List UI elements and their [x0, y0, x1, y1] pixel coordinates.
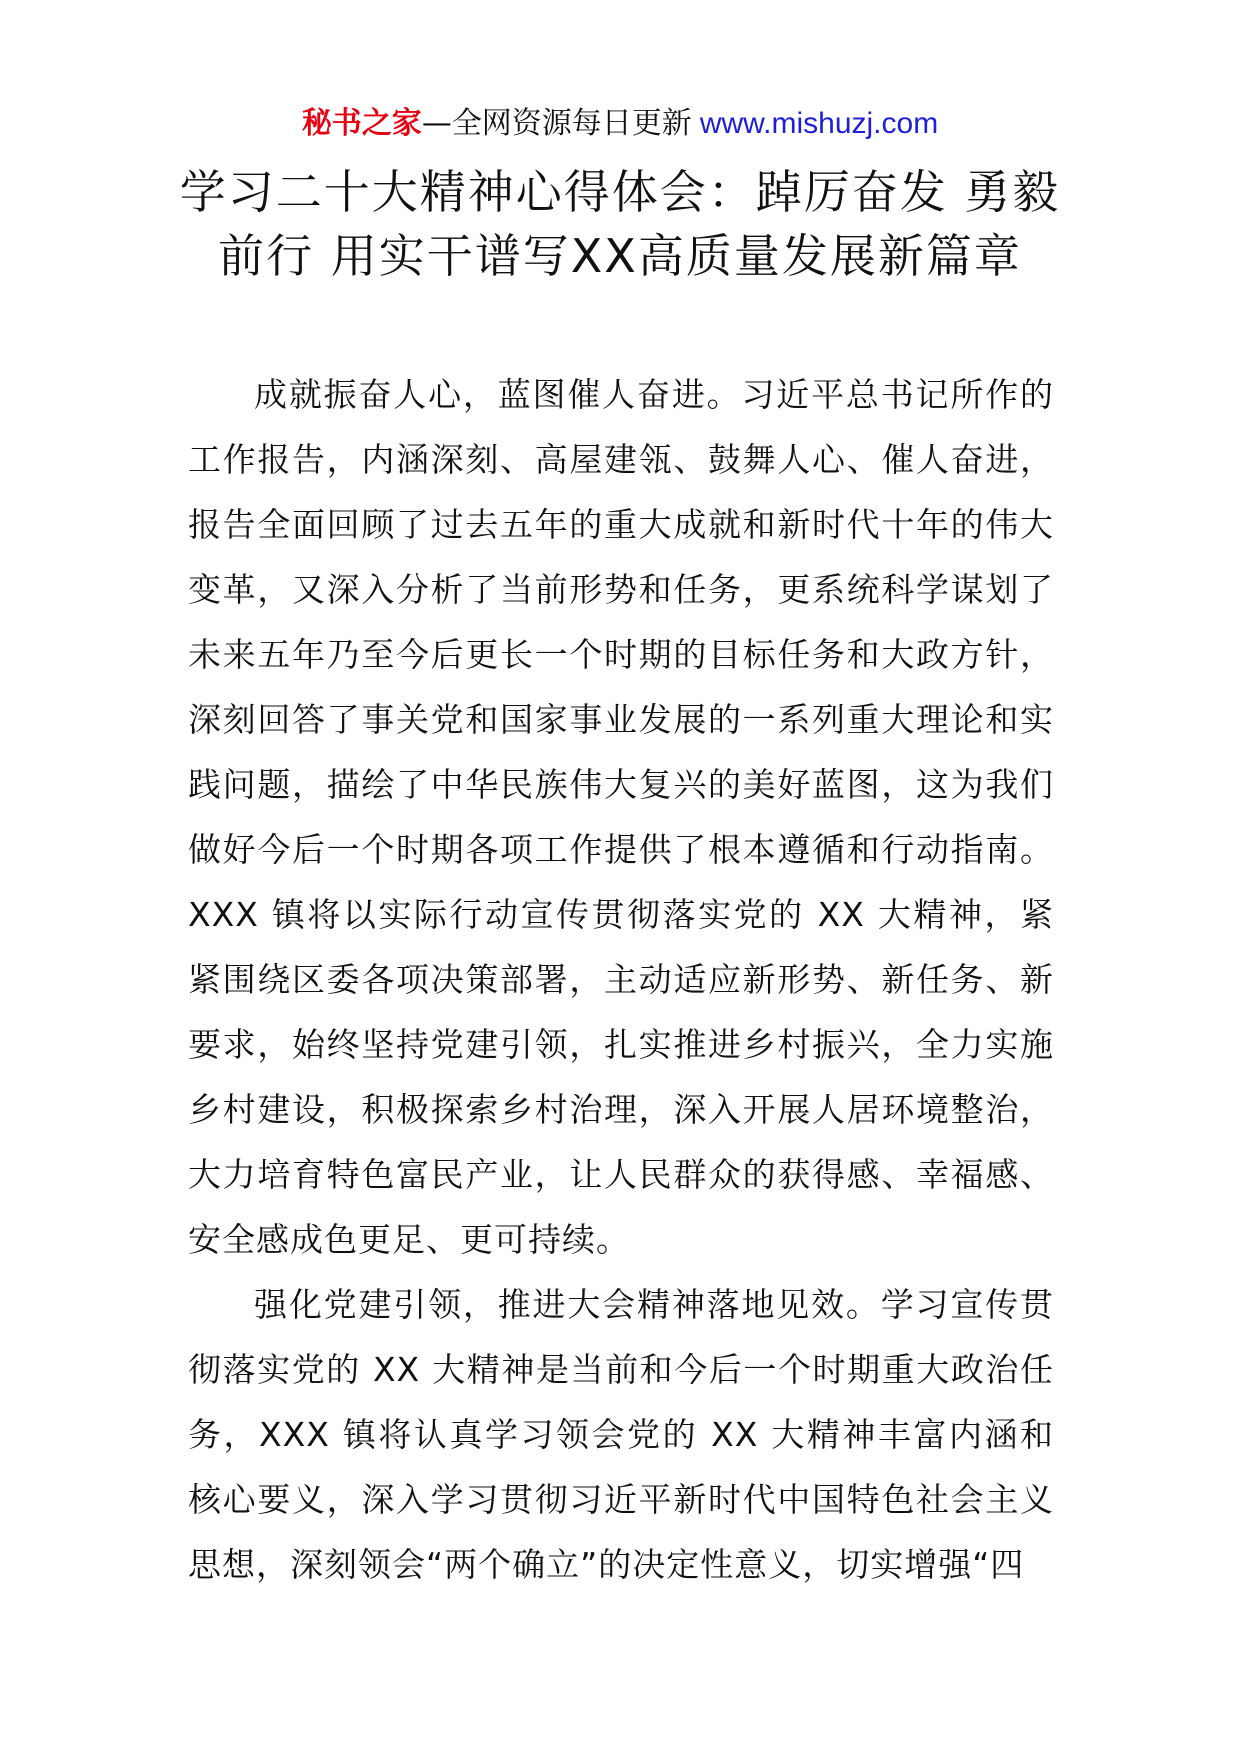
brand-name: 秘书之家 [301, 106, 422, 141]
title-line-1: 学习二十大精神心得体会：踔厉奋发 勇毅 [179, 165, 1061, 219]
paragraph: 强化党建引领，推进大会精神落地见效。学习宣传贯彻落实党的 XX 大精神是当前和今后一个时期重大政治任务，XXX 镇将认真学习领会党的 XX 大精神丰富内涵和核心要义，深入学习贯彻习近平新时代中国特色社会主义思想，深刻领会“两个确立”的决定性意义，切实增强“四 [188, 1285, 1054, 1584]
document-body [188, 362, 1054, 1597]
document-title [150, 160, 1090, 288]
header-tagline: —全网资源每日更新 [421, 106, 692, 141]
title-line-2: 前行 用实干谱写XX高质量发展新篇章 [218, 229, 1022, 283]
paragraph: 成就振奋人心，蓝图催人奋进。习近平总书记所作的工作报告，内涵深刻、高屋建瓴、鼓舞人心、催人奋进，报告全面回顾了过去五年的重大成就和新时代十年的伟大变革，又深入分析了当前形势和任务，更系统科学谋划了未来五年乃至今后更长一个时期的目标任务和大政方针，深刻回答了事关党和国家事业发展的一系列重大理论和实践问题，描绘了中华民族伟大复兴的美好蓝图，这为我们做好今后一个时期各项工作提供了根本遵循和行动指南。XXX 镇将以实际行动宣传贯彻落实党的 XX 大精神，紧紧围绕区委各项决策部署，主动适应新形势、新任务、新要求，始终坚持党建引领，扎实推进乡村振兴，全力实施乡村建设，积极探索乡村治理，深入开展人居环境整治，大力培育特色富民产业，让人民群众的获得感、幸福感、安全感成色更足、更可持续。 [188, 375, 1054, 1259]
site-header [0, 104, 1240, 144]
site-url-link[interactable]: www.mishuzj.com [699, 107, 939, 140]
